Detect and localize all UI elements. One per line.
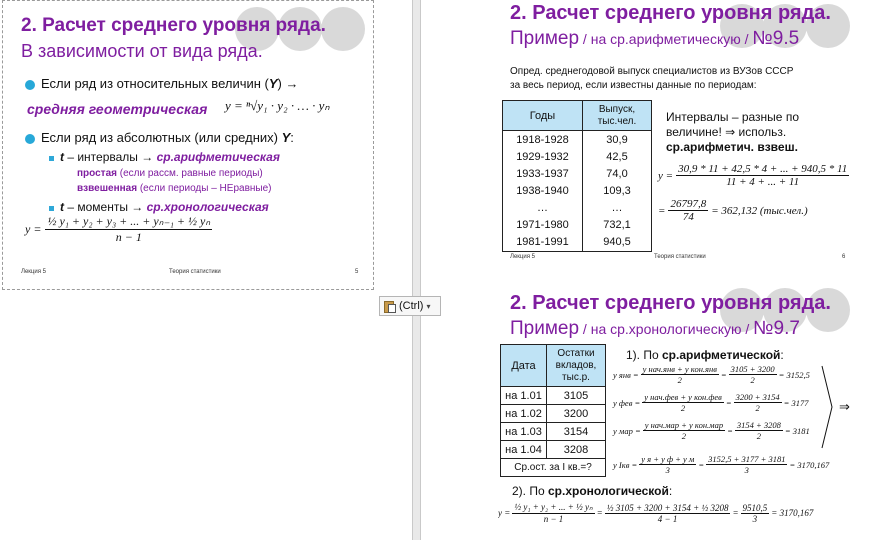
fraction [639,454,696,475]
table-row [503,149,652,166]
eq-chronological: y = $\frac{\text{½ y₁ + y₂ + ... + ½ yₙ}}{n - 1}$ = $\frac{\text{½ 3105 + 3200 + 3154 + ½ 3208}}{4 - 1}$ = $\frac{9510,5}{3}$ = 3170,167 [498,502,814,524]
step-method: ср.арифметической [661,348,781,362]
output-table [502,100,652,252]
bullet-relative [41,76,299,91]
formula-lhs: y мар = [613,425,641,436]
square-bullet-icon [49,156,54,161]
numerator: y я + y ф + y м [641,454,695,464]
numerator: 26797,8 [670,198,707,210]
denominator: 2 [677,375,682,385]
cell-value: 74,0 [583,166,652,183]
header-line: Остатки [557,347,595,359]
brace-icon [820,364,836,450]
table-row [503,234,652,252]
header-deposits [547,345,606,387]
eq-march: y мар = $\frac{\text{y нач.мар + y кон.мар}}{2}$ = $\frac{3154 + 3208}{2}$ = 3181 [613,420,810,441]
table-header [501,345,606,387]
result: = 3181 [784,425,810,436]
weighted-result [658,198,808,223]
header-output [583,101,652,131]
numerator: 30,9 * 11 + 42,5 * 4 + ... + 940,5 * 11 [678,163,848,175]
subtitle-big: Пример [510,318,580,339]
slide-title: 2. Расчет среднего уровня ряда. [21,15,326,36]
weighted-line [77,183,271,194]
header-years: Годы [503,101,583,131]
subtitle-small: / на ср.хронологическую / [579,321,754,337]
slide-5[interactable] [2,0,374,290]
step-2-heading [512,484,672,498]
denominator: 2 [680,403,686,413]
chrono-link: ср.хронологическая [146,200,269,214]
bullet-end: : [290,130,294,145]
table-row [503,183,652,200]
geom-label: средняя геометрическая [27,101,208,117]
cell-value: 3208 [547,441,606,459]
numerator: ½ 3105 + 3200 + 3154 + ½ 3208 [606,502,729,513]
subtitle-big: Пример [510,28,580,49]
sub-text: – моменты → [64,200,147,214]
clipboard-icon [383,299,396,313]
formula-lhs: y Iкв = [613,459,638,470]
fraction [735,420,783,441]
cell-period: 1918-1928 [503,131,583,149]
slide-subtitle [510,28,799,50]
weighted-label: взвешенная [77,183,138,194]
header-date: Дата [501,345,547,387]
fraction [643,420,725,441]
cell-date: на 1.04 [501,441,547,459]
sub-intervals [60,150,280,164]
denominator: 4 − 1 [657,513,678,524]
note-line-3: ср.арифметич. взвеш. [666,140,798,154]
simple-line [77,168,263,179]
header-line: тыс.чел. [597,115,637,127]
cell-period: … [503,200,583,217]
bullet-text: Если ряд из относительных величин ( [41,76,269,91]
var-y: Y [268,76,278,91]
result: = 3177 [783,397,809,408]
weighted-formula [658,163,849,188]
weighted-note: (если периоды – НЕравные) [137,183,272,194]
cell-value: 42,5 [583,149,652,166]
cell-value: … [583,200,652,217]
fraction [734,392,782,413]
sub-moments [60,200,269,214]
denominator: 74 [682,211,694,223]
fraction [45,214,212,245]
numerator: ½ y₁ + y₂ + y₃ + ... + yₙ₋₁ + ½ yₙ [47,214,211,228]
numerator: 3200 + 3154 [735,392,780,402]
slide-title: 2. Расчет среднего уровня ряда. [510,292,831,314]
header-line: Выпуск, [598,103,636,115]
cell-date: на 1.02 [501,405,547,423]
subtitle-number: №9.5 [752,28,800,49]
cell-value: 3154 [547,423,606,441]
step-end: : [780,348,784,362]
table-row [503,166,652,183]
deposits-table [500,344,606,477]
step-text: 1). По [626,348,662,362]
subtitle-small: / на ср.арифметическую / [579,31,753,47]
chrono-formula [25,214,212,245]
table-footer-row [501,459,606,477]
cell-value: 109,3 [583,183,652,200]
denominator: 2 [755,403,760,413]
denominator: 3 [665,465,670,475]
cell-value: 3200 [547,405,606,423]
footer-left: Лекция 5 [510,254,535,260]
cell-period: 1929-1932 [503,149,583,166]
var-t: t [60,150,64,164]
table-row [501,423,606,441]
numerator: y нач.мар + y кон.мар [644,420,724,430]
cell-period: 1938-1940 [503,183,583,200]
bullet-icon [25,80,35,90]
result: = 3170,167 [771,508,814,518]
page-separator [412,0,413,540]
footer-page: 6 [842,254,846,260]
eq-quarter: y Iкв = $\frac{\text{y я + y ф + y м}}{3}$ = $\frac{3152,5 + 3177 + 3181}{3}$ = 3170,167 [613,454,830,475]
note-line-2: величине! ⇒ использ. [666,125,787,139]
cell-date: на 1.01 [501,387,547,405]
numerator: 3154 + 3208 [736,420,781,430]
page-separator-right [420,0,421,540]
fraction [729,364,777,385]
table-row [503,217,652,234]
footer-center: Теория статистики [169,269,221,275]
formula-lhs: y = [25,222,42,236]
cell-value: 30,9 [583,131,652,149]
cell-value: 940,5 [583,234,652,252]
cell-value: 732,1 [583,217,652,234]
fraction [512,502,594,524]
paste-options-button[interactable] [379,296,441,316]
cell-period: 1971-1980 [503,217,583,234]
fraction [641,364,719,385]
numerator: 3105 + 3200 [730,364,775,374]
step-text: 2). По [512,484,548,498]
eq-january: y янв = $\frac{\text{y нач.янв + y кон.янв}}{2}$ = $\frac{3105 + 3200}{2}$ = 3152,5 [613,364,810,385]
simple-label: простая [77,168,117,179]
cell-period: 1933-1937 [503,166,583,183]
var-y: Y [281,130,291,145]
numerator: ½ y₁ + y₂ + ... + ½ yₙ [514,502,593,512]
header-line: вкладов, [555,359,597,371]
slide-title: 2. Расчет среднего уровня ряда. [510,2,831,24]
result: = 3170,167 [789,459,830,470]
formula-lhs: y = [658,169,674,182]
denominator: 2 [756,431,761,441]
cell-date: на 1.03 [501,423,547,441]
denominator: 2 [750,375,755,385]
denominator: 3 [744,465,749,475]
implies-icon: ⇒ [839,399,850,414]
header-line: тыс.р. [562,371,590,383]
footer-left: Лекция 5 [21,269,46,275]
numerator: y нач.янв + y кон.янв [642,364,717,374]
numerator: 9510,5 [742,502,768,513]
formula-lhs: y янв = [613,369,639,380]
var-t: t [60,200,64,214]
table-header [503,101,652,131]
denominator: 11 + 4 + ... + 11 [726,176,800,188]
table-row [503,131,652,149]
fraction [706,454,787,475]
formula-lhs: y фев = [613,397,641,408]
fraction [676,163,849,188]
table-row [501,387,606,405]
fraction [605,503,731,524]
paste-options-label: (Ctrl) [399,300,424,312]
fraction [642,392,724,413]
fraction [741,503,770,524]
denominator: n − 1 [543,514,564,524]
simple-note: (если рассм. равные периоды) [116,168,263,179]
step-method: ср.хронологической [547,484,669,498]
cell-value: 3105 [547,387,606,405]
note-line-1: Интервалы – разные по [666,110,799,124]
description-line-1: Опред. среднегодовой выпуск специалистов из ВУЗов СССР [510,66,794,77]
bullet-icon [25,134,35,144]
square-bullet-icon [49,206,54,211]
fraction [668,198,708,223]
result: = 362,132 (тыс.чел.) [711,204,808,217]
arith-link: ср.арифметическая [156,150,280,164]
step-1-heading [626,348,784,362]
denominator: n − 1 [115,230,142,244]
slide-subtitle [510,318,800,340]
description-line-2: за весь период, если известны данные по периодам: [510,80,757,91]
denominator: 3 [752,513,758,524]
bullet-absolute [41,130,294,145]
equals: = [658,204,666,217]
numerator: y нач.фев + y кон.фев [644,392,722,402]
footer-page: 5 [355,269,359,275]
table-row [503,200,652,217]
decor-circle [321,7,365,51]
result: = 3152,5 [778,369,810,380]
slide-6[interactable] [498,0,858,268]
step-end: : [668,484,673,498]
numerator: 3152,5 + 3177 + 3181 [708,454,786,464]
table-row [501,441,606,459]
geom-formula: y = ⁿ√y₁ · y₂ · … · yₙ [225,98,330,113]
formula-lhs: y = [498,508,511,518]
slide-subtitle: В зависимости от вида ряда. [21,41,263,61]
bullet-end: ) → [277,76,299,91]
chevron-down-icon: ▾ [426,301,431,311]
eq-february: y фев = $\frac{\text{y нач.фев + y кон.фев}}{2}$ = $\frac{3200 + 3154}{2}$ = 3177 [613,392,809,413]
table-row [501,405,606,423]
slide-7[interactable] [498,286,868,540]
sub-text: – интервалы → [64,150,157,164]
denominator: 2 [681,431,687,441]
bullet-text: Если ряд из абсолютных (или средних) [41,130,278,145]
cell-period: 1981-1991 [503,234,583,252]
subtitle-number: №9.7 [753,318,800,339]
footer-center: Теория статистики [654,254,706,260]
table-footer: Ср.ост. за I кв.=? [501,459,606,477]
